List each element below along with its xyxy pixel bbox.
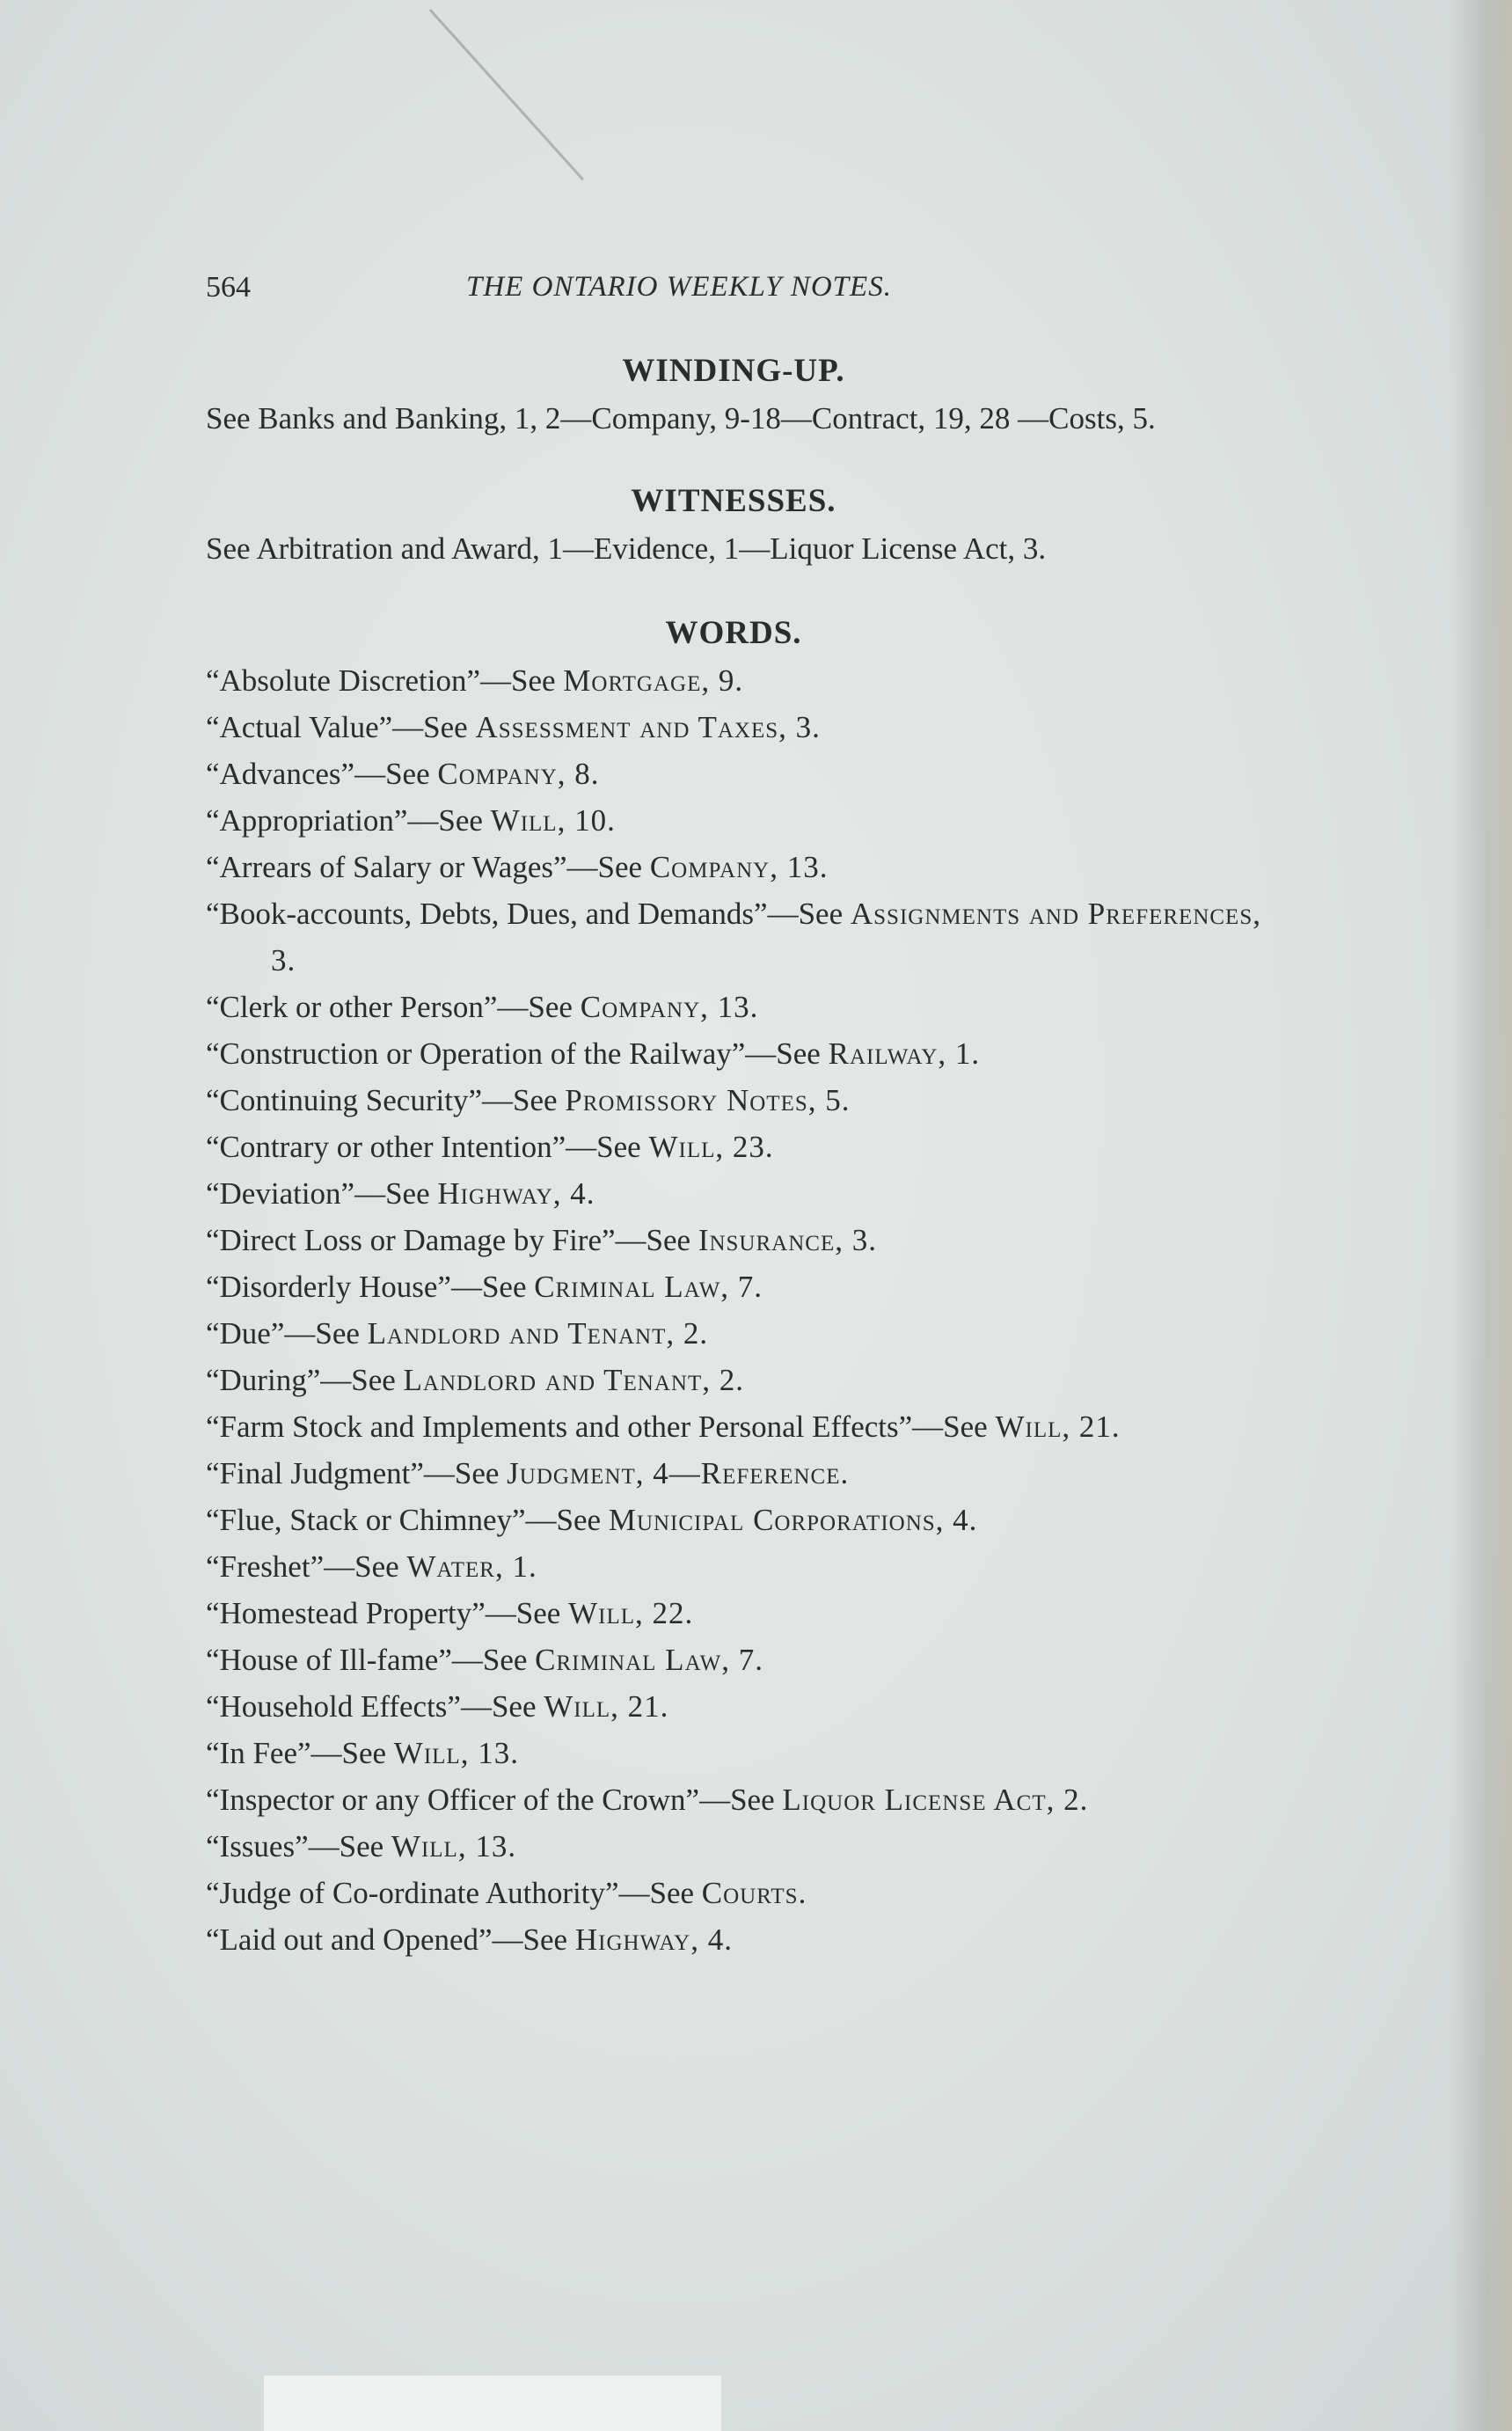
word-entry-tail: , 10. (557, 803, 616, 838)
word-entry (206, 1637, 1261, 1683)
word-entry-term: “Disorderly House”—See (206, 1270, 535, 1304)
word-entry (206, 657, 1261, 704)
word-entry (206, 1916, 1261, 1963)
word-entry-term: “Flue, Stack or Chimney”—See (206, 1503, 609, 1537)
word-entry-reference: Landlord and Tenant (367, 1316, 667, 1351)
word-entry-reference: Company (580, 990, 701, 1024)
word-entry (206, 1543, 1261, 1590)
word-entry-reference: Will (648, 1130, 716, 1164)
word-entry-tail: . (798, 1876, 807, 1910)
word-entry-reference: Criminal Law (535, 1643, 722, 1677)
word-entry-tail: , 2. (1046, 1783, 1089, 1817)
word-entry (206, 890, 1261, 984)
word-entry (206, 1776, 1261, 1823)
word-entry-reference: Insurance (698, 1223, 836, 1257)
word-entry-term: “Issues”—See (206, 1829, 391, 1864)
word-entry (206, 1077, 1261, 1124)
word-entry-reference: Company (649, 850, 771, 884)
word-entry-term: “Construction or Operation of the Railway”—See (206, 1036, 829, 1071)
word-entry (206, 1590, 1261, 1637)
word-entry-reference: Liquor License Act (782, 1783, 1047, 1817)
word-entry-tail: , 13. (770, 850, 829, 884)
word-entry-term: “Final Judgment”—See (206, 1456, 508, 1490)
word-entry-tail: , 13. (700, 990, 759, 1024)
word-entry-tail: , 4. (552, 1176, 595, 1211)
scan-blank-strip (264, 2376, 721, 2431)
word-entry (206, 1217, 1261, 1263)
word-entry (206, 1263, 1261, 1310)
word-entry-reference: Water (406, 1549, 495, 1584)
word-entry-term: “Freshet”—See (206, 1549, 407, 1584)
word-entry-reference: Courts (701, 1876, 799, 1910)
word-entry (206, 1730, 1261, 1776)
page-number: 564 (206, 271, 251, 304)
section-title-words: WORDS. (665, 615, 802, 651)
word-entry-tail: , 4. (690, 1922, 733, 1957)
word-entry (206, 1683, 1261, 1730)
word-entry-reference: Railway (828, 1036, 939, 1071)
word-entry-term: “Appropriation”—See (206, 803, 491, 838)
word-entry-reference: Assessment and Taxes (475, 710, 779, 744)
word-entry-tail: , 7. (721, 1643, 763, 1677)
page-edge-shadow (1450, 0, 1512, 2431)
word-entry (206, 1497, 1261, 1543)
word-entry-term: “Direct Loss or Damage by Fire”—See (206, 1223, 698, 1257)
word-entry-reference: Landlord and Tenant (403, 1363, 703, 1397)
running-head: THE ONTARIO WEEKLY NOTES. (466, 271, 892, 303)
word-entry-tail: , 1. (938, 1036, 981, 1071)
word-entry-reference: Will (393, 1736, 461, 1770)
word-entry-tail: , 7. (720, 1270, 763, 1304)
word-entry-tail: , 9. (701, 663, 744, 698)
word-entry-reference: Will (568, 1596, 635, 1630)
word-entry-term: “Contrary or other Intention”—See (206, 1130, 649, 1164)
word-entry (206, 751, 1261, 797)
word-entry (206, 1124, 1261, 1170)
word-entry-tail: , 5. (807, 1083, 851, 1117)
section-title-witnesses: WITNESSES. (631, 483, 836, 519)
word-entry-term: “Continuing Security”—See (206, 1083, 566, 1117)
word-entry-term: “Judge of Co-ordinate Authority”—See (206, 1876, 702, 1910)
word-entry (206, 984, 1261, 1030)
paper-fold-crease (429, 9, 584, 180)
word-entry-reference: Mortgage (563, 663, 702, 698)
index-content (206, 348, 1261, 1963)
word-entry-tail: , 4. (935, 1503, 978, 1537)
word-entry-reference: Judgment (507, 1456, 636, 1490)
word-entry-tail: , 8. (557, 757, 600, 791)
word-entry-reference: Will (544, 1689, 611, 1724)
word-entry-reference: Company (437, 757, 558, 791)
word-entry-tail: , 21. (1062, 1410, 1121, 1444)
word-entry-tail: , 2. (666, 1316, 709, 1351)
word-entry-term: “Laid out and Opened”—See (206, 1922, 575, 1957)
word-entry-reference: Highway (574, 1922, 691, 1957)
word-entry-reference: Promissory Notes (565, 1083, 808, 1117)
word-entry-term: “Due”—See (206, 1316, 368, 1351)
word-entry-term: “Book-accounts, Debts, Dues, and Demands”—See (206, 897, 851, 931)
word-entry-term: “During”—See (206, 1363, 404, 1397)
word-entry (206, 1450, 1261, 1497)
word-entry-tail: , 2. (702, 1363, 744, 1397)
word-entry (206, 1030, 1261, 1077)
word-entry-term: “Inspector or any Officer of the Crown”—See (206, 1783, 783, 1817)
word-entry-tail: , 13. (460, 1736, 519, 1770)
word-entry-reference: Criminal Law (534, 1270, 721, 1304)
word-entry-term: “Arrears of Salary or Wages”—See (206, 850, 650, 884)
word-entry-reference: Municipal Corporations (608, 1503, 936, 1537)
word-entry (206, 1823, 1261, 1870)
word-entry (206, 1310, 1261, 1357)
word-entry (206, 1403, 1261, 1450)
word-entry-reference: Will (391, 1829, 458, 1864)
word-entry (206, 704, 1261, 751)
word-entry-tail: , 4—Reference. (635, 1456, 850, 1490)
page-header (206, 271, 1261, 324)
words-entry-list (206, 657, 1261, 1963)
word-entry-tail: , 1. (494, 1549, 537, 1584)
word-entry-term: “Absolute Discretion”—See (206, 663, 564, 698)
word-entry-tail: , 13. (457, 1829, 517, 1864)
section-body-winding-up: See Banks and Banking, 1, 2—Company, 9-18—Contract, 19, 28 —Costs, 5. (206, 401, 1156, 436)
word-entry (206, 1870, 1261, 1916)
word-entry-tail: , 3. (778, 710, 821, 744)
word-entry-term: “Deviation”—See (206, 1176, 438, 1211)
word-entry (206, 797, 1261, 844)
word-entry-term: “Homestead Property”—See (206, 1596, 569, 1630)
word-entry (206, 844, 1261, 890)
word-entry-reference: Highway (437, 1176, 553, 1211)
word-entry-reference: Will (995, 1410, 1063, 1444)
word-entry-term: “Farm Stock and Implements and other Personal Effects”—See (206, 1410, 996, 1444)
word-entry-term: “Advances”—See (206, 757, 438, 791)
word-entry-reference: Assignments and Preferences (850, 897, 1253, 931)
word-entry-term: “Household Effects”—See (206, 1689, 544, 1724)
word-entry-tail: , 23. (715, 1130, 774, 1164)
word-entry-tail: , 3. (835, 1223, 877, 1257)
word-entry-tail: , 3. (271, 897, 1261, 978)
word-entry-term: “Actual Value”—See (206, 710, 476, 744)
section-title-winding-up: WINDING-UP. (622, 353, 845, 389)
word-entry-term: “Clerk or other Person”—See (206, 990, 581, 1024)
word-entry (206, 1357, 1261, 1403)
word-entry-term: “House of Ill-fame”—See (206, 1643, 536, 1677)
word-entry-reference: Will (490, 803, 558, 838)
word-entry-tail: , 22. (635, 1596, 694, 1630)
word-entry (206, 1170, 1261, 1217)
word-entry-term: “In Fee”—See (206, 1736, 394, 1770)
section-body-witnesses: See Arbitration and Award, 1—Evidence, 1—Liquor License Act, 3. (206, 531, 1047, 566)
word-entry-tail: , 21. (610, 1689, 669, 1724)
